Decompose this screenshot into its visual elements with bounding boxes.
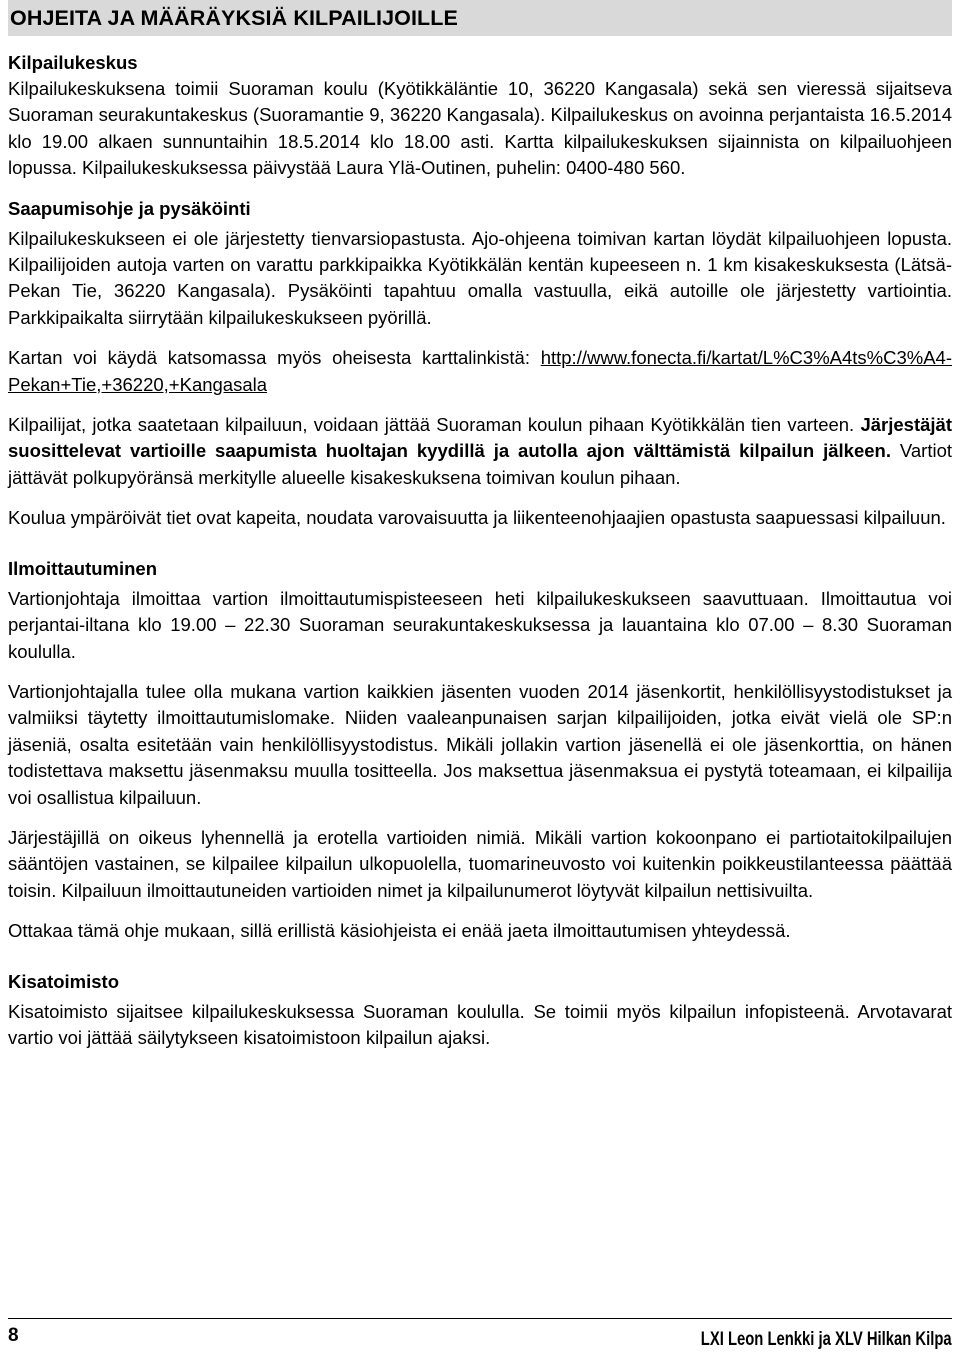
paragraph-kilpailukeskus: Kilpailukeskuksena toimii Suoraman koulu (Kyötikkäläntie 10, 36220 Kangasala) sekä sen vieressä sijaitseva Suoraman seurakuntakeskus (Suoramantie 9, 36220 Kangasala). Kilpailukeskus on avoinna perjantaista 16.5.2014 klo 19.00 alkaen sunnuntaihin 18.5.2014 klo 18.00 asti. Kartta kilpailukeskuksen sijainnista on kilpailuohjeen lopussa. Kilpailukeskuksessa päivystää Laura Ylä-Outinen, puhelin: 0400-480 560. [8,78,952,179]
bicycle-text: Vartiot jättävät polkupyöränsä merkitylle alueelle kisakeskuksena toimivan koulun pihaan. [8,440,953,488]
paragraph-roads: Koulua ympäröivät tiet ovat kapeita, noudata varovaisuutta ja liikenteenohjaajien opastusta saapuessasi kilpailuun. [8,507,946,529]
page-number: 8 [8,1325,19,1346]
paragraph-drop-off [8,412,952,491]
paragraph-ilmoittautuminen-4: Ottakaa tämä ohje mukaan, sillä erillistä käsiohjeista ei enää jaeta ilmoittautumisen yhteydessä. [8,920,791,942]
section-heading-ilmoittautuminen: Ilmoittautuminen [8,557,158,579]
recommendation-text: Järjestäjät suosittelevat vartioille saapumista huoltajan kyydillä ja autolla ajon välttämistä kilpailun jälkeen. [8,414,952,462]
page-title: OHJEITA JA MÄÄRÄYKSIÄ KILPAILIJOILLE [8,0,952,36]
paragraph-ilmoittautuminen-3: Järjestäjillä on oikeus lyhennellä ja erotella vartioiden nimiä. Mikäli vartion kokoonpano ei partiotaitokilpailujen sääntöjen vastainen, se kilpailee kilpailun ulkopuolella, tuomarineuvosto voi kuitenkin poikkeustilanteessa päättää toisin. Kilpailuun ilmoittautuneiden vartioiden nimet ja kilpailunumerot löytyvät kilpailun nettisivuilta. [8,826,952,901]
section-heading-kisatoimisto: Kisatoimisto [8,970,120,992]
paragraph-map-link [8,345,952,398]
section-heading-saapumisohje: Saapumisohje ja pysäköinti [8,197,251,219]
drop-off-text: Kilpailijat, jotka saatetaan kilpailuun, voidaan jättää Suoraman koulun pihaan Kyötikkälän tien varteen. [8,414,855,436]
page-footer [8,1318,952,1350]
section-heading-kilpailukeskus: Kilpailukeskus [8,52,138,73]
footer-event-name: LXI Leon Lenkki ja XLV Hilkan Kilpa [701,1329,952,1350]
document-page [8,0,952,1051]
paragraph-saapumisohje: Kilpailukeskukseen ei ole järjestetty tienvarsiopastusta. Ajo-ohjeena toimivan kartan löydät kilpailuohjeen lopusta. Kilpailijoiden autoja varten on varattu parkkipaikka Kyötikkälän kentän kupeeseen n. 1 km kisakeskuksesta (Lätsä-Pekan Tie, 36220 Kangasala). Pysäköinti tapahtuu omalla vastuulla, eikä autoille ole järjestetty vartiointia. Parkkipaikalta siirrytään kilpailukeskukseen pyörillä. [8,227,952,328]
paragraph-kisatoimisto: Kisatoimisto sijaitsee kilpailukeskuksessa Suoraman koululla. Se toimii myös kilpailun infopisteenä. Arvotavarat vartio voi jättää säilytykseen kisatoimistoon kilpailun ajaksi. [8,1000,952,1048]
map-link-intro: Kartan voi käydä katsomassa myös oheisesta karttalinkistä: [8,347,530,369]
map-link[interactable]: http://www.fonecta.fi/kartat/L%C3%A4ts%C3%A4-Pekan+Tie,+36220,+Kangasala [8,347,952,395]
paragraph-ilmoittautuminen-2: Vartionjohtajalla tulee olla mukana vartion kaikkien jäsenten vuoden 2014 jäsenkortit, henkilöllisyystodistukset ja valmiiksi täytetty ilmoittautumislomake. Niiden vaaleanpunaisen sarjan kilpailijoiden, jotka eivät vielä ole SP:n jäseniä, osalta esitetään vain henkilöllisyystodistus. Mikäli jollakin vartion jäsenellä ei ole jäsenkorttia, on hänen todistettava maksettu jäsenmaksu muulla tositteella. Jos maksettua jäsenmaksua ei pystytä toteamaan, ei kilpailija voi osallistua kilpailuun. [8,680,952,808]
paragraph-ilmoittautuminen-1: Vartionjohtaja ilmoittaa vartion ilmoittautumispisteeseen heti kilpailukeskukseen saavuttuaan. Ilmoittautua voi perjantai-iltana klo 19.00 – 22.30 Suoraman seurakuntakeskuksessa ja lauantaina klo 07.00 – 8.30 Suoraman koululla. [8,587,952,662]
